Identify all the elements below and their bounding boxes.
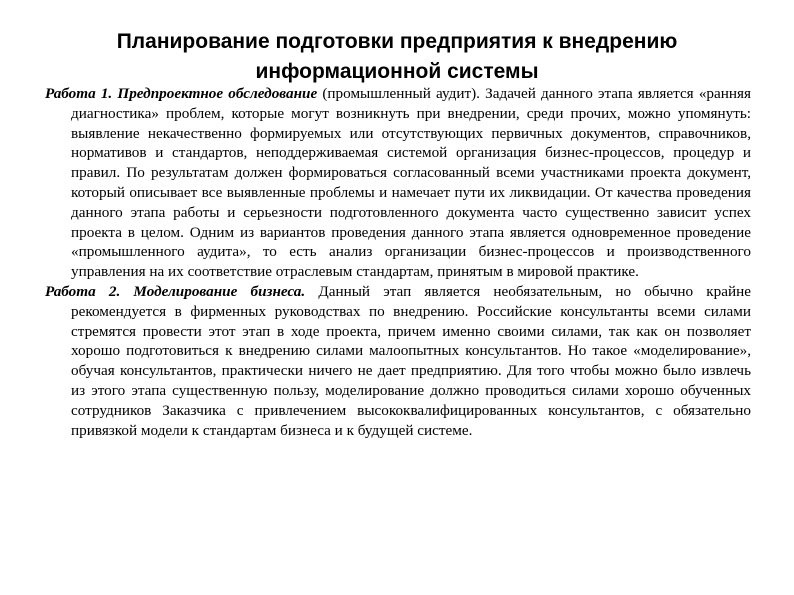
slide-body [45,84,751,440]
paragraph-work-1 [45,84,751,282]
paragraph-work-2 [45,282,751,440]
slide-title: Планирование подготовки предприятия к внедрению информационной системы [116,30,678,83]
paragraph-work-1-text: (промышленный аудит). Задачей данного этапа является «ранняя диагностика» проблем, которые могут возникнуть при внедрении, среди прочих, можно упомянуть: выявление некачественно формируемых или отсутствующих первичных документов, справочников, нормативов и стандартов, неподдерживаемая системой организация бизнес-процессов, процедур и правил. По результатам должен формироваться согласованный всеми участниками проекта документ, который описывает все выявленные проблемы и намечает пути их ликвидации. От качества проведения данного этапа работы и серьезности подготовленного документа часто существенно зависит успех проекта в целом. Одним из вариантов проведения данного этапа является одновременное проведение «промышленного аудита», то есть анализ организации бизнес-процессов и производственного управления на их соответствие отраслевым стандартам, принятым в мировой практике. [71,85,751,281]
paragraph-work-1-lead: Работа 1. Предпроектное обследование [45,85,318,102]
paragraph-work-2-text: Данный этап является необязательным, но обычно крайне рекомендуется в фирменных руководствах по внедрению. Российские консультанты всеми силами стремятся провести этот этап в ходе проекта, причем именно своими силами, так как он позволяет хорошо подготовиться к внедрению силами малоопытных консультантов. Но такое «моделирование», обучая консультантов, практически ничего не дает предприятию. Для того чтобы можно было извлечь из этого этапа существенную пользу, моделирование должно проводиться силами хорошо обученных сотрудников Заказчика с привлечением высококвалифицированных консультантов, с обязательно привязкой модели к стандартам бизнеса и к будущей системе. [71,282,752,439]
paragraph-work-2-lead: Работа 2. Моделирование бизнеса. [45,282,306,300]
